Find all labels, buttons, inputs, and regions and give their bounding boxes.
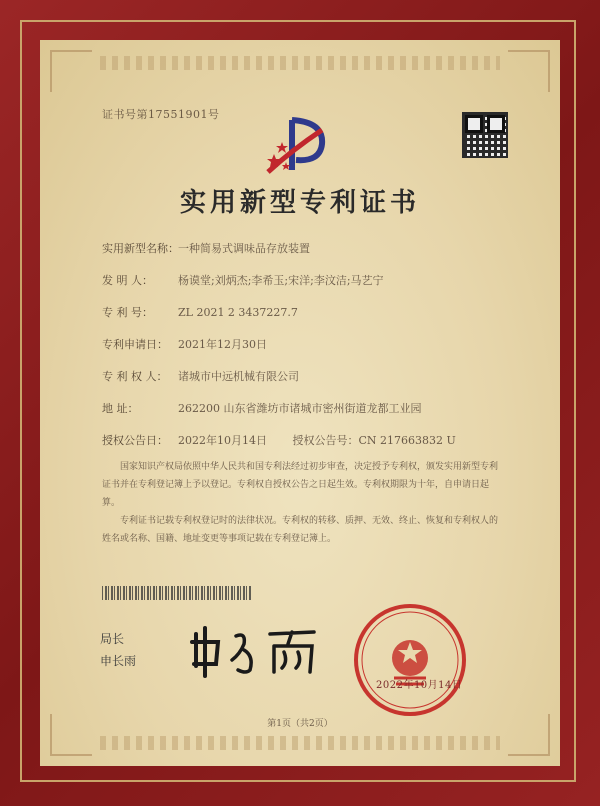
- director-title: 局长: [100, 632, 125, 646]
- field-grant-date: [102, 432, 456, 448]
- certificate-body: [102, 458, 502, 548]
- certificate-number: 证书号第17551901号: [102, 108, 220, 121]
- field-value: ZL 2021 2 3437227.7: [178, 306, 298, 319]
- director-name: 申长雨: [100, 654, 137, 668]
- field-label: 发 明 人：: [102, 274, 153, 287]
- field-value: 262200 山东省潍坊市诸城市密州街道龙都工业园: [178, 402, 422, 415]
- certificate-title: 实用新型专利证书: [179, 188, 420, 218]
- field-application-date: [102, 336, 267, 352]
- corner-ornament: [508, 50, 550, 92]
- certificate-paper: [40, 40, 560, 766]
- body-paragraph: 国家知识产权局依照中华人民共和国专利法经过初步审查，决定授予专利权，颁发实用新型专利证书并在专利登记簿上予以登记。专利权自授权公告之日起生效。专利权期限为十年，自申请日起算。: [102, 462, 499, 508]
- field-value: 2021年12月30日: [178, 338, 267, 351]
- director-signature: [188, 620, 328, 680]
- grant-publication-number: 授权公告号：CN 217663832 U: [292, 434, 456, 447]
- field-label: 专 利 权 人：: [102, 370, 168, 383]
- field-label: 授权公告日：: [102, 434, 168, 447]
- field-value: 一种简易式调味品存放装置: [178, 242, 310, 255]
- field-label: 地 址：: [102, 402, 139, 415]
- barcode-icon: [102, 586, 252, 600]
- body-paragraph: 专利证书记载专利权登记时的法律状况。专利权的转移、质押、无效、终止、恢复和专利权人的姓名或名称、国籍、地址变更等事项记载在专利登记簿上。: [102, 516, 499, 544]
- page-number: 第1页（共2页）: [267, 719, 333, 729]
- field-label: 专 利 号：: [102, 306, 153, 319]
- qr-code-icon: [462, 112, 508, 158]
- field-value: 杨谟堂;刘炳杰;李希玉;宋洋;李汶洁;马艺宁: [178, 274, 384, 287]
- field-patentee: [102, 368, 299, 384]
- field-address: [102, 400, 422, 416]
- field-patent-number: [102, 304, 298, 320]
- official-seal-icon: [350, 600, 470, 720]
- patent-logo-icon: [262, 110, 332, 190]
- field-value: 诸城市中远机械有限公司: [178, 370, 299, 383]
- field-utility-name: [102, 240, 310, 256]
- top-ornament: [100, 56, 500, 70]
- field-inventors: [102, 272, 384, 288]
- field-label: 实用新型名称：: [102, 242, 179, 255]
- seal-date: 2022年10月14日: [376, 680, 463, 691]
- bottom-ornament: [100, 736, 500, 750]
- field-value: 2022年10月14日: [178, 434, 267, 447]
- corner-ornament: [50, 50, 92, 92]
- field-label: 专利申请日：: [102, 338, 168, 351]
